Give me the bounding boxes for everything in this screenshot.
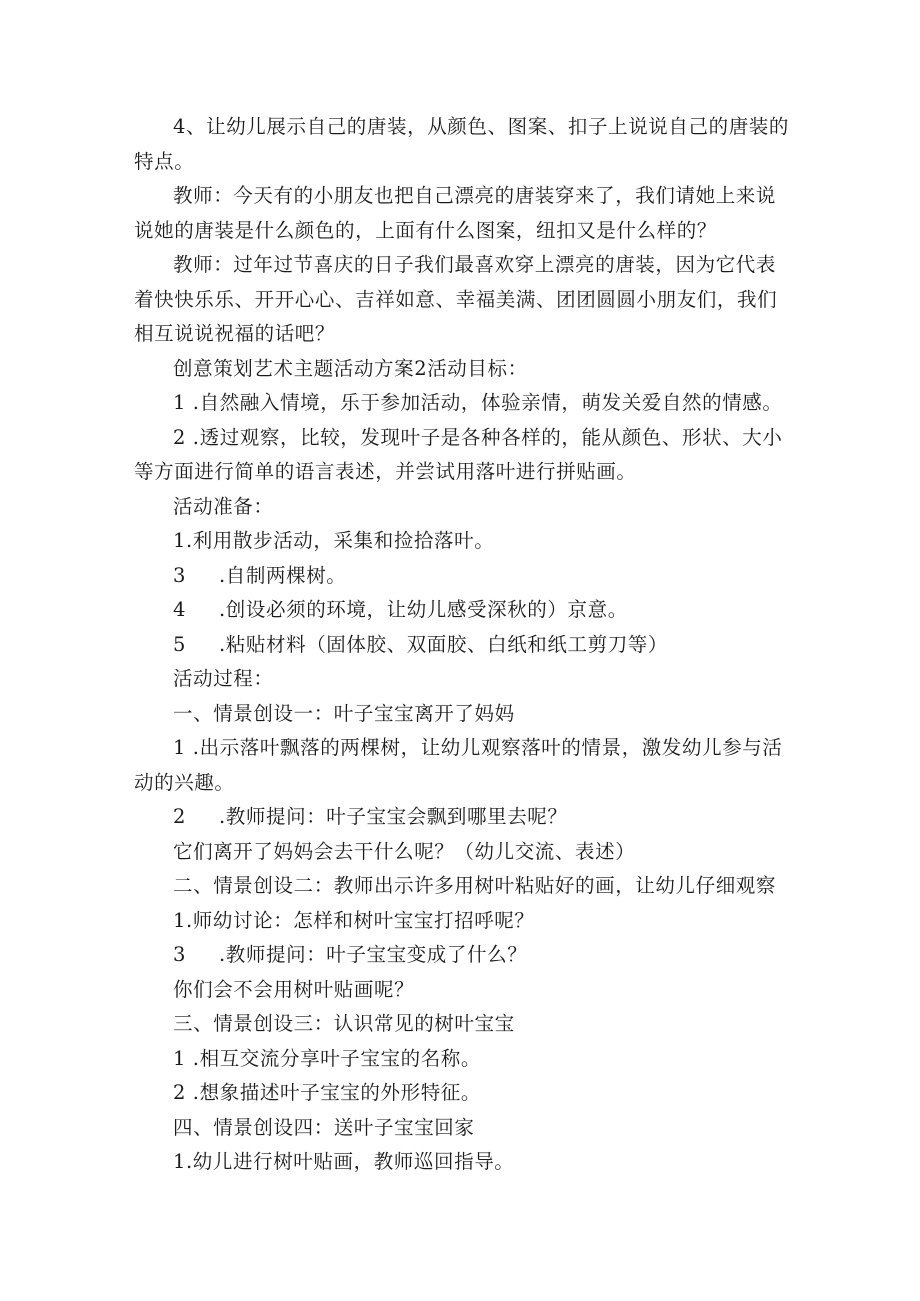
paragraph: 4、让幼儿展示自己的唐装，从颜色、图案、扣子上说说自己的唐装的特点。 bbox=[134, 115, 790, 173]
list-number: 3 bbox=[173, 563, 187, 587]
list-item bbox=[134, 938, 794, 973]
list-item bbox=[134, 593, 794, 628]
list-item: 1.利用散步活动，采集和捡拾落叶。 bbox=[173, 529, 495, 552]
section-heading: 三、情景创设三：认识常见的树叶宝宝 bbox=[173, 1012, 515, 1035]
list-text: .粘贴材料（固体胶、双面胶、白纸和纸工剪刀等） bbox=[219, 632, 668, 656]
section-heading: 活动过程： bbox=[173, 667, 274, 690]
list-number: 5 bbox=[173, 632, 187, 656]
list-item: 1.幼儿进行树叶贴画，教师巡回指导。 bbox=[173, 1150, 515, 1173]
paragraph: 它们离开了妈妈会去干什么呢？（幼儿交流、表述） bbox=[173, 839, 636, 863]
list-item bbox=[134, 800, 794, 835]
list-number: 4 bbox=[173, 598, 187, 621]
section-heading: 活动准备： bbox=[173, 494, 274, 518]
section-heading: 一、情景创设一：叶子宝宝离开了妈妈 bbox=[173, 701, 515, 725]
list-item bbox=[134, 559, 794, 594]
section-heading: 二、情景创设二：教师出示许多用树叶粘贴好的画，让幼儿仔细观察 bbox=[173, 874, 777, 897]
paragraph: 教师：过年过节喜庆的日子我们最喜欢穿上漂亮的唐装，因为它代表着快快乐乐、开开心心、吉祥如意、幸福美满、团团圆圆小朋友们，我们相互说说祝福的话吧？ bbox=[134, 253, 778, 345]
section-heading: 创意策划艺术主题活动方案2活动目标： bbox=[173, 356, 528, 380]
list-item: 1 .自然融入情境，乐于参加活动，体验亲情，萌发关爱自然的情感。 bbox=[173, 391, 783, 414]
list-item: 1.师幼讨论：怎样和树叶宝宝打招呼呢？ bbox=[173, 908, 535, 932]
list-number: 3 bbox=[173, 943, 187, 966]
list-text: .教师提问：叶子宝宝变成了什么？ bbox=[219, 943, 528, 966]
list-text: .教师提问：叶子宝宝会飘到哪里去呢？ bbox=[219, 805, 568, 828]
list-text: .创设必须的环境，让幼儿感受深秋的）京意。 bbox=[219, 598, 628, 621]
list-item bbox=[134, 628, 794, 663]
paragraph: 教师：今天有的小朋友也把自己漂亮的唐装穿来了，我们请她上来说说她的唐装是什么颜色的，上面有什么图案，纽扣又是什么样的？ bbox=[134, 184, 777, 242]
list-item: 1 .出示落叶飘落的两棵树，让幼儿观察落叶的情景，激发幼儿参与活动的兴趣。 bbox=[134, 736, 783, 794]
paragraph: 你们会不会用树叶贴画呢？ bbox=[173, 977, 415, 1001]
document-body bbox=[134, 110, 794, 1180]
list-item: 1 .相互交流分享叶子宝宝的名称。 bbox=[173, 1046, 482, 1070]
list-number: 2 bbox=[173, 805, 187, 828]
list-item: 2 .想象描述叶子宝宝的外形特征。 bbox=[173, 1081, 482, 1104]
section-heading: 四、情景创设四：送叶子宝宝回家 bbox=[173, 1115, 475, 1139]
list-text: .自制两棵树。 bbox=[219, 563, 347, 587]
list-item: 2 .透过观察，比较，发现叶子是各种各样的，能从颜色、形状、大小等方面进行简单的语言表述，并尝试用落叶进行拼贴画。 bbox=[134, 425, 783, 483]
